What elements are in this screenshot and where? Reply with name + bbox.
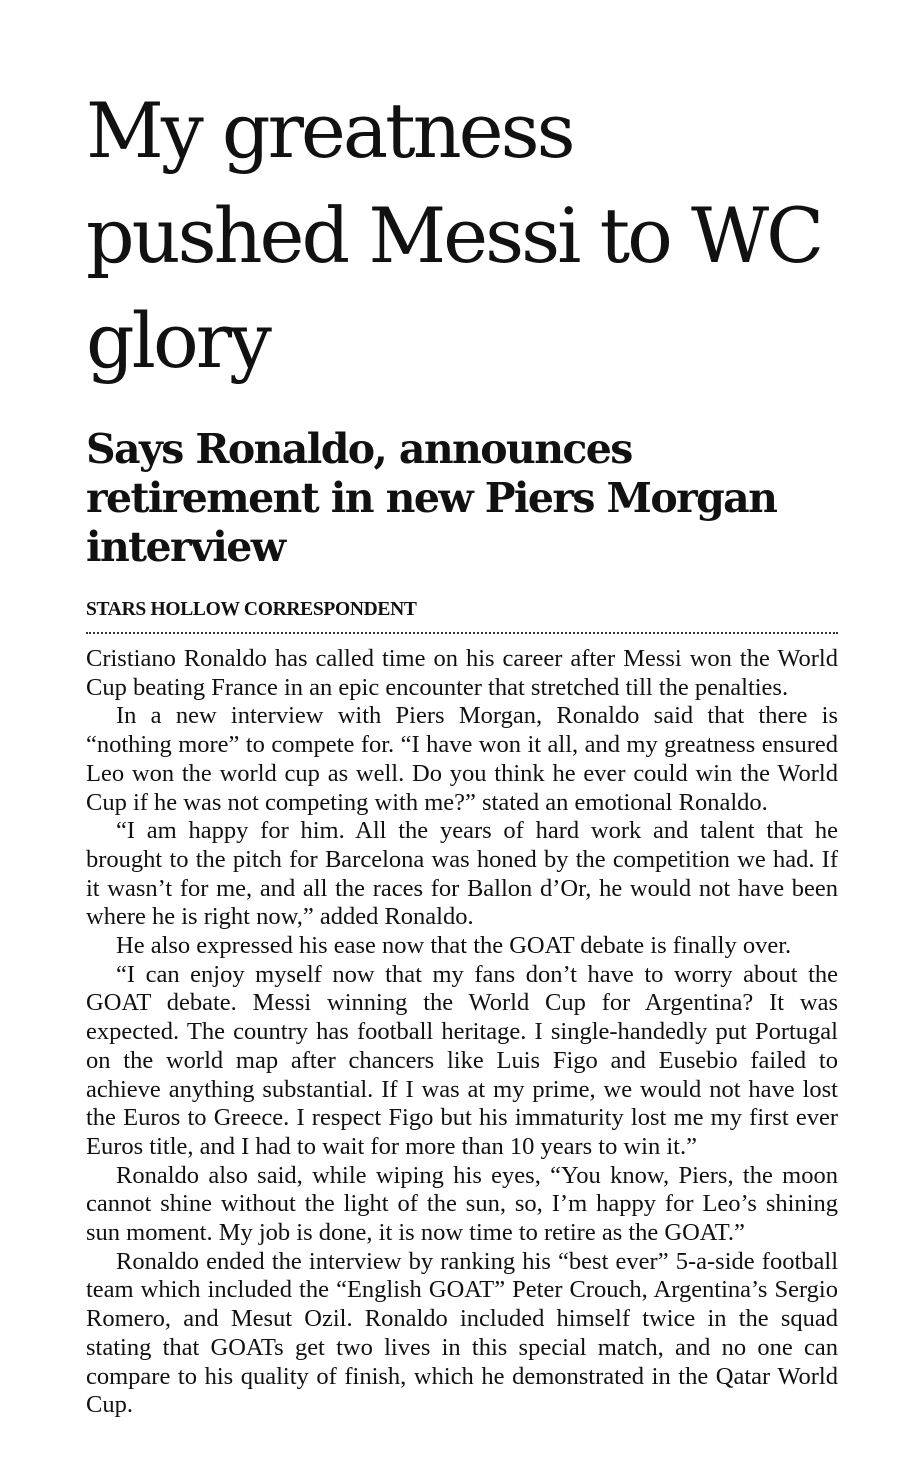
byline: STARS HOLLOW CORRESPONDENT bbox=[86, 598, 838, 634]
paragraph: “I can enjoy myself now that my fans don’t have to worry about the GOAT debate. Messi winning the World Cup for Argentina? It was expected. The country has football heritage. I single-handedly put Portugal on the world map after chancers like Luis Figo and Eusebio failed to achieve anything substantial. If I was at my prime, we would not have lost the Euros to Greece. I respect Figo but his immaturity lost me my first ever Euros title, and I had to wait for more than 10 years to win it.” bbox=[86, 960, 838, 1160]
article-body bbox=[86, 645, 838, 1420]
headline: My greatness pushed Messi to WC glory bbox=[86, 86, 822, 385]
paragraph: “I am happy for him. All the years of hard work and talent that he brought to the pitch for Barcelona was honed by the competition we had. If it wasn’t for me, and all the races for Ballon d’Or, he would not have been where he is right now,” added Ronaldo. bbox=[86, 817, 838, 931]
news-article bbox=[86, 78, 838, 1420]
paragraph: Ronaldo also said, while wiping his eyes, “You know, Piers, the moon cannot shine without the light of the sun, so, I’m happy for Leo’s shining sun moment. My job is done, it is now time to retire as the GOAT.” bbox=[86, 1161, 838, 1247]
paragraph: In a new interview with Piers Morgan, Ronaldo said that there is “nothing more” to compete for. “I have won it all, and my greatness ensured Leo won the world cup as well. Do you think he ever could win the World Cup if he was not competing with me?” stated an emotional Ronaldo. bbox=[86, 702, 838, 816]
subheadline: Says Ronaldo, announces retirement in new Piers Morgan interview bbox=[86, 425, 777, 571]
paragraph: He also expressed his ease now that the GOAT debate is finally over. bbox=[116, 932, 792, 960]
paragraph: Ronaldo ended the interview by ranking his “best ever” 5-a-side football team which included the “English GOAT” Peter Crouch, Argentina’s Sergio Romero, and Mesut Ozil. Ronaldo included himself twice in the squad stating that GOATs get two lives in this special match, and no one can compare to his quality of finish, which he demonstrated in the Qatar World Cup. bbox=[86, 1247, 838, 1419]
paragraph: Cristiano Ronaldo has called time on his career after Messi won the World Cup beating France in an epic encounter that stretched till the penalties. bbox=[86, 645, 838, 701]
